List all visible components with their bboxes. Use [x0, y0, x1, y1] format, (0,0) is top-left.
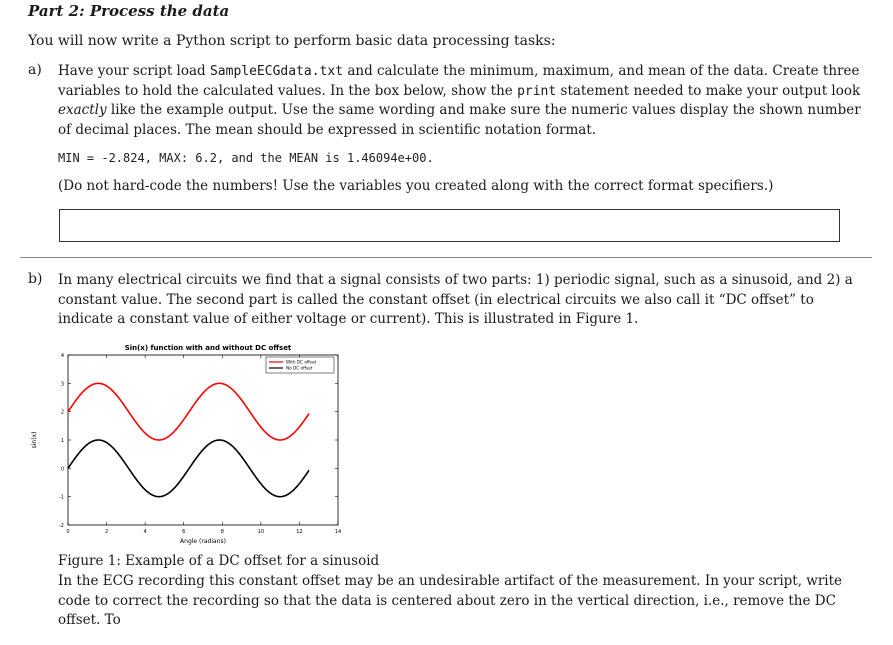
- y-tick-label: 4: [60, 353, 64, 359]
- section-divider: [20, 257, 872, 258]
- y-tick-label: 0: [60, 466, 64, 473]
- y-tick-label: 3: [60, 381, 64, 388]
- part-a-label: a): [28, 62, 42, 78]
- plot-frame: [68, 355, 338, 525]
- filename-code: SampleECGdata.txt: [209, 64, 344, 79]
- y-tick-label: 2: [60, 409, 64, 416]
- format-note: (Do not hard-code the numbers! Use the variables you created along with the correct format specifiers.): [58, 178, 774, 194]
- y-axis-label: sin(x): [31, 431, 38, 449]
- x-tick-label: 12: [296, 529, 303, 535]
- part-b-label: b): [28, 271, 43, 287]
- x-tick-label: 10: [257, 529, 265, 535]
- series-line-no-offset: [68, 440, 309, 497]
- x-tick-label: 14: [334, 529, 342, 535]
- dc-offset-chart: [28, 340, 350, 555]
- example-output: MIN = -2.824, MAX: 6.2, and the MEAN is 1.46094e+00.: [58, 151, 434, 165]
- intro-text: You will now write a Python script to perform basic data processing tasks:: [28, 33, 556, 49]
- legend-entry: No DC offset: [286, 365, 313, 371]
- figure-1: [28, 340, 350, 555]
- answer-box[interactable]: [59, 209, 840, 242]
- figure-caption: Figure 1: Example of a DC offset for a sinusoid: [58, 553, 380, 569]
- y-tick-label: -2: [59, 523, 64, 529]
- part-a-text: Have your script load SampleECGdata.txt and calculate the minimum, maximum, and mean of the data. Create three variables to hold the calculated values. In the box below, show the print statement needed to make your output look exactly like the example output. Use the same wording and make sure the numeric values display the shown number of decimal places. The mean should be expressed in scientific notation format.: [58, 63, 861, 138]
- series-line-with-offset: [68, 383, 309, 440]
- final-paragraph: In the ECG recording this constant offset may be an undesirable artifact of the measurement. In your script, write code to correct the recording so that the data is centered about zero in the vertical direction, i.e., remove the DC offset. To: [58, 573, 843, 628]
- legend-entry: With DC offset: [286, 359, 317, 365]
- x-tick-label: 2: [104, 529, 109, 535]
- part-heading: Part 2: Process the data: [28, 2, 230, 20]
- part-b-text: In many electrical circuits we find that a signal consists of two parts: 1) periodic signal, such as a sinusoid, and 2) a constant value. The second part is called the constant offset (in electrical circuits we also call it “DC offset” to indicate a constant value of either voltage or current). This is illustrated in Figure 1.: [58, 272, 853, 327]
- x-axis-label: Angle (radians): [180, 538, 226, 545]
- chart-title: Sin(x) function with and without DC offset: [124, 344, 292, 352]
- x-tick-label: 0: [66, 529, 70, 535]
- x-tick-label: 4: [143, 529, 147, 535]
- x-tick-label: 8: [220, 529, 224, 535]
- x-tick-label: 6: [182, 529, 186, 535]
- print-code: print: [517, 83, 557, 99]
- y-tick-label: 1: [60, 438, 64, 444]
- y-tick-label: -1: [59, 494, 64, 501]
